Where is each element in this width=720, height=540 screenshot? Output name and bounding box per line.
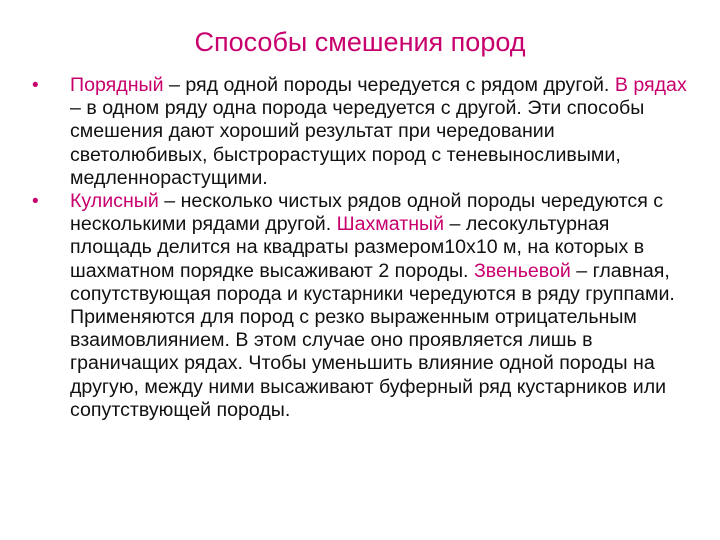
bullet-text: – в одном ряду одна порода чередуется с другой. Эти способы смешения дают хороший результат при чередовании светолюбивых, быстрорастущих пород с теневыносливыми, медленнорастущими. — [70, 97, 645, 189]
term-poryadny: Порядный — [70, 74, 164, 96]
bullet-text: – лесокультурная площадь делится на квадраты размером10х10 м, на которых в шахматном порядке высаживают 2 породы. — [70, 213, 645, 282]
term-zvenevoy: Звеньевой — [473, 259, 571, 282]
bullet-text: – ряд одной породы чередуется с рядом другой. — [163, 74, 615, 96]
bullet-marker: • — [32, 191, 39, 213]
bullet-item-2 — [30, 190, 690, 422]
bullet-text: – несколько чистых рядов одной породы чередуются с несколькими рядами другой. — [70, 190, 664, 236]
slide-title: Способы смешения пород — [194, 27, 526, 57]
bullet-list — [30, 74, 690, 422]
term-kulisny: Кулисный — [70, 190, 159, 213]
term-shakhmatny: Шахматный — [336, 213, 445, 236]
bullet-text: – главная, сопутствующая порода и кустарники чередуются в ряду группами. Применяются для пород с резко выраженным отрицательным взаимовлиянием. В этом случае оно проявляется лишь в граничащих рядах. Чтобы уменьшить влияние одной породы на другую, между ними высаживают буферный ряд кустарников или сопутствующей породы. — [70, 259, 675, 421]
term-v-ryadakh: В рядах — [614, 74, 687, 96]
bullet-item-1 — [30, 74, 690, 190]
bullet-marker: • — [32, 75, 39, 96]
